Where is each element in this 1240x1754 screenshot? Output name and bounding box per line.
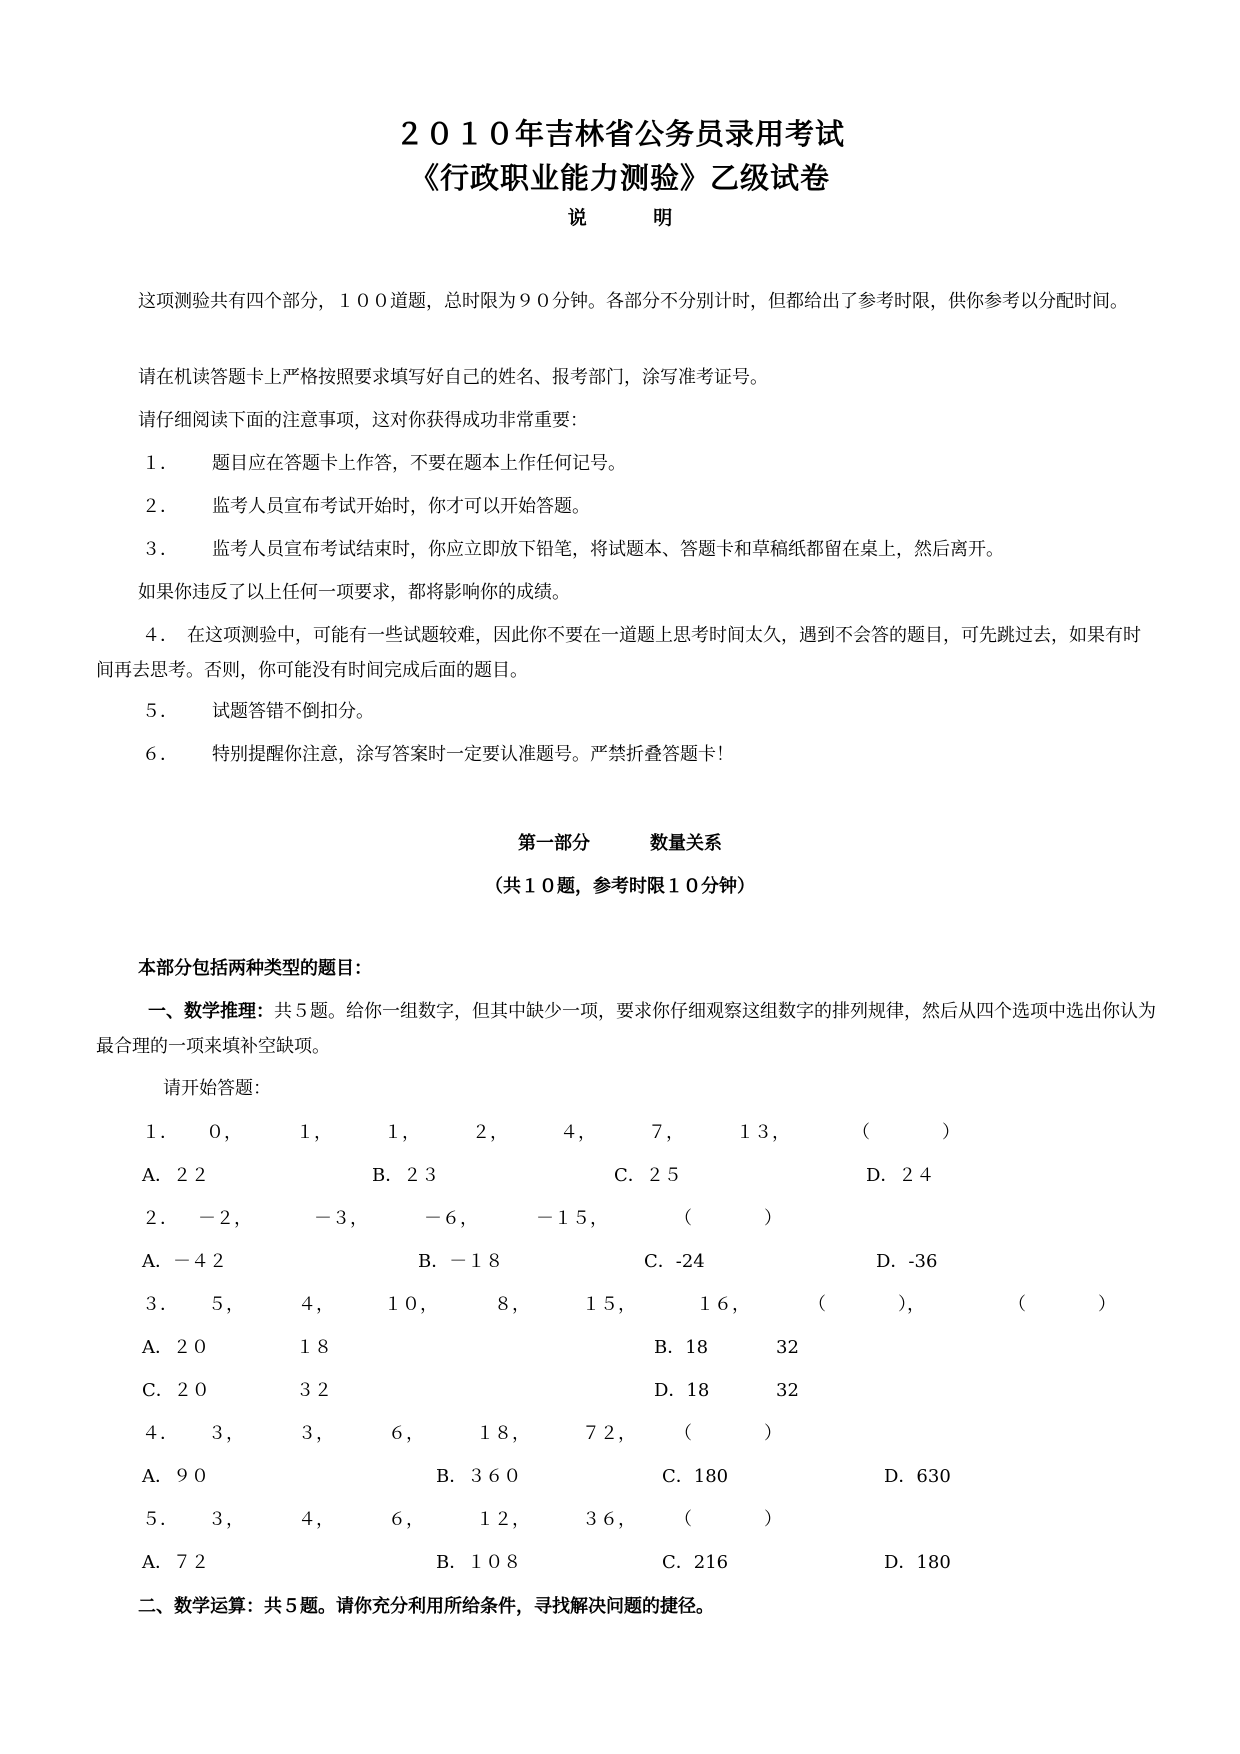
intro-paragraph-1: 这项测验共有四个部分，１００道题，总时限为９０分钟。各部分不分别计时，但都给出了参考时限，供你参考以分配时间。 <box>138 291 1128 312</box>
option-a: A．－４２ <box>142 1251 227 1272</box>
option-b: B．１０８ <box>436 1552 522 1573</box>
option-c: C．-24 <box>644 1251 705 1272</box>
sequence-term: －６， <box>424 1208 478 1229</box>
option-b: B．３６０ <box>436 1466 522 1487</box>
option-b: B．18 <box>654 1337 709 1358</box>
option-b: B．－１８ <box>418 1251 504 1272</box>
rule-6 <box>142 737 734 772</box>
intro-paragraph-3: 请仔细阅读下面的注意事项，这对你获得成功非常重要： <box>138 410 588 431</box>
answer-blank: （ ） <box>852 1122 960 1143</box>
sequence-term: １２， <box>476 1509 530 1530</box>
option-a: A．２０ <box>142 1337 209 1358</box>
part1-info: （共１０题，参考时限１０分钟） <box>485 876 755 897</box>
option-d: D．18 <box>654 1380 710 1401</box>
option-b-value: 32 <box>776 1337 799 1358</box>
question-number: １． <box>142 1122 178 1143</box>
question-number: ２． <box>142 1208 178 1229</box>
option-d: D．-36 <box>876 1251 938 1272</box>
rule-5 <box>142 694 374 729</box>
sequence-term: ４， <box>298 1509 334 1530</box>
sequence-term: １３， <box>736 1122 790 1143</box>
option-c: C．180 <box>662 1466 729 1487</box>
rule-4: ４． 在这项测验中，可能有一些试题较难，因此你不要在一道题上思考时间太久，遇到不会答的题目，可先跳过去，如果有时间再去思考。否则，你可能没有时间完成后面的题目。 <box>96 625 1141 681</box>
option-b: B．２３ <box>372 1165 440 1186</box>
sequence-term: ６， <box>388 1423 424 1444</box>
option-d: D．630 <box>884 1466 951 1487</box>
sequence-term: ２， <box>472 1122 508 1143</box>
start-prompt: 请开始答题： <box>163 1078 271 1099</box>
option-c: C．２５ <box>614 1165 682 1186</box>
sequence-term: －３， <box>314 1208 368 1229</box>
sequence-term: ３６， <box>582 1509 636 1530</box>
part1-label: 第一部分 <box>518 833 590 854</box>
rule-text: 特别提醒你注意，涂写答案时一定要认准题号。严禁折叠答题卡！ <box>212 744 734 765</box>
part1-heading <box>0 829 1240 855</box>
warning-text: 如果你违反了以上任何一项要求，都将影响你的成绩。 <box>138 582 570 603</box>
answer-blank: （ ） <box>674 1509 782 1530</box>
sequence-term: １， <box>296 1122 332 1143</box>
rule-text: 监考人员宣布考试开始时，你才可以开始答题。 <box>212 496 590 517</box>
option-c: C．２０ <box>142 1380 210 1401</box>
option-a-value: １８ <box>296 1337 332 1358</box>
question-number: ３． <box>142 1294 178 1315</box>
sequence-term: ３， <box>208 1423 244 1444</box>
exam-title: ２０１０年吉林省公务员录用考试 <box>394 117 845 151</box>
rule-number: ５． <box>142 701 178 722</box>
sequence-term: １５， <box>582 1294 636 1315</box>
types-intro: 本部分包括两种类型的题目： <box>138 958 372 979</box>
rule-text: 题目应在答题卡上作答，不要在题本上作任何记号。 <box>212 453 626 474</box>
rule-text: 监考人员宣布考试结束时，你应立即放下铅笔，将试题本、答题卡和草稿纸都留在桌上，然后离开。 <box>212 539 1004 560</box>
sequence-term: －２， <box>198 1208 252 1229</box>
sequence-term: ４， <box>560 1122 596 1143</box>
answer-blank: （ ）， <box>808 1294 925 1315</box>
rule-number: ２． <box>142 496 178 517</box>
rule-text: 试题答错不倒扣分。 <box>212 701 374 722</box>
sequence-term: ６， <box>388 1509 424 1530</box>
sequence-term: ７２， <box>582 1423 636 1444</box>
sequence-term: ３， <box>298 1423 334 1444</box>
answer-blank: （ ） <box>1008 1294 1116 1315</box>
option-d: D．180 <box>884 1552 951 1573</box>
type2-description: 二、数学运算：共５题。请你充分利用所给条件，寻找解决问题的捷径。 <box>138 1596 714 1617</box>
sequence-term: ４， <box>298 1294 334 1315</box>
option-c: C．216 <box>662 1552 729 1573</box>
option-c-value: ３２ <box>296 1380 332 1401</box>
intro-paragraph-2: 请在机读答题卡上严格按照要求填写好自己的姓名、报考部门，涂写准考证号。 <box>138 367 768 388</box>
sequence-term: １０， <box>384 1294 438 1315</box>
type1-description <box>96 994 1156 1064</box>
sequence-term: ０， <box>206 1122 242 1143</box>
rule-1 <box>142 446 626 481</box>
question-number: ４． <box>142 1423 178 1444</box>
question-number: ５． <box>142 1509 178 1530</box>
sequence-term: ７， <box>648 1122 684 1143</box>
option-d-value: 32 <box>776 1380 799 1401</box>
sequence-term: －１５， <box>536 1208 608 1229</box>
exam-subtitle: 《行政职业能力测验》乙级试卷 <box>409 161 830 195</box>
rule-3 <box>142 532 1004 567</box>
option-a: A．２２ <box>142 1165 209 1186</box>
sequence-term: １６， <box>696 1294 750 1315</box>
rule-number: ３． <box>142 539 178 560</box>
sequence-term: １８， <box>476 1423 530 1444</box>
sequence-term: ５， <box>208 1294 244 1315</box>
instructions-heading: 说 明 <box>567 207 673 229</box>
sequence-term: １， <box>384 1122 420 1143</box>
option-a: A．９０ <box>142 1466 209 1487</box>
answer-blank: （ ） <box>674 1423 782 1444</box>
part1-topic: 数量关系 <box>650 833 722 854</box>
type1-text: 共５题。给你一组数字，但其中缺少一项，要求你仔细观察这组数字的排列规律，然后从四个选项中选出你认为最合理的一项来填补空缺项。 <box>96 1001 1156 1057</box>
rule-2 <box>142 489 590 524</box>
rule-number: ６． <box>142 744 178 765</box>
option-d: D．２４ <box>866 1165 935 1186</box>
answer-blank: （ ） <box>674 1208 782 1229</box>
type1-label: 一、数学推理： <box>148 1001 274 1022</box>
sequence-term: ８， <box>494 1294 530 1315</box>
rule-number: １． <box>142 453 178 474</box>
option-a: A．７２ <box>142 1552 209 1573</box>
sequence-term: ３， <box>208 1509 244 1530</box>
